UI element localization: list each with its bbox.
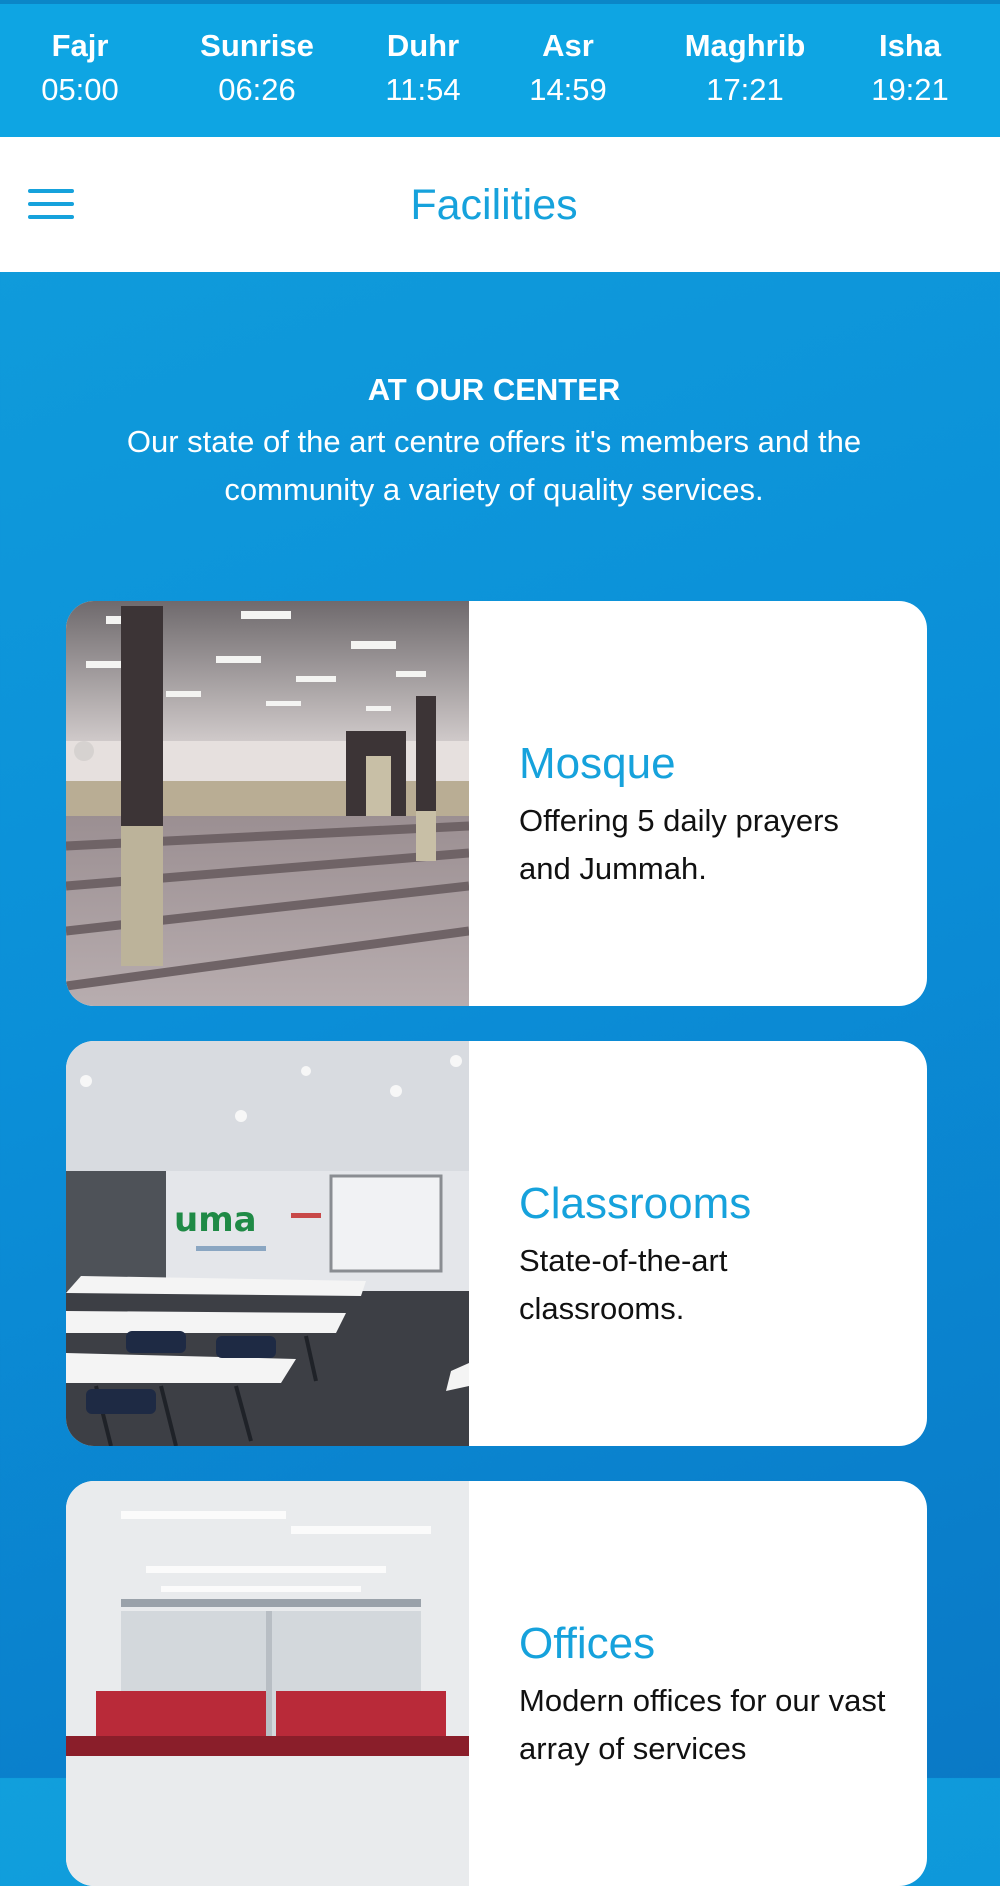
app-header — [0, 137, 1000, 272]
facility-description: Modern offices for our vast array of services — [519, 1683, 886, 1766]
prayer-time: 14:59 — [529, 72, 607, 107]
prayer-times-bar — [0, 0, 1000, 137]
prayer-asr — [483, 26, 653, 114]
prayer-time: 11:54 — [385, 72, 461, 107]
facility-card-offices[interactable] — [66, 1481, 927, 1886]
prayer-fajr — [0, 26, 165, 114]
facility-card-classrooms[interactable] — [66, 1041, 927, 1446]
facility-title: Classrooms — [519, 1179, 752, 1228]
prayer-name: Isha — [878, 28, 942, 63]
intro-heading: AT OUR CENTER — [367, 372, 621, 407]
facility-card-mosque[interactable] — [66, 601, 927, 1006]
office-photo — [66, 1481, 469, 1886]
prayer-name: Asr — [542, 28, 594, 63]
prayer-time: 19:21 — [871, 72, 949, 107]
prayer-name: Fajr — [51, 28, 109, 63]
mosque-photo — [66, 601, 469, 1006]
svg-text:uma: uma — [174, 1200, 257, 1240]
facility-description: Offering 5 daily prayers and Jummah. — [519, 803, 839, 886]
facility-description: State-of-the-art classrooms. — [519, 1243, 728, 1326]
prayer-name: Duhr — [386, 28, 460, 63]
prayer-name: Sunrise — [200, 28, 314, 63]
classroom-photo — [66, 1041, 469, 1446]
page-title: Facilities — [410, 181, 578, 229]
prayer-time: 05:00 — [41, 72, 119, 107]
prayer-name: Maghrib — [684, 28, 806, 63]
intro-text: Our state of the art centre offers it's members and the community a variety of quality services. — [126, 424, 862, 507]
prayer-isha — [825, 26, 995, 114]
facility-title: Offices — [519, 1619, 656, 1668]
prayer-time: 06:26 — [218, 72, 296, 107]
prayer-sunrise — [172, 26, 342, 114]
facility-title: Mosque — [519, 739, 676, 788]
prayer-maghrib — [660, 26, 830, 114]
prayer-time: 17:21 — [706, 72, 784, 107]
